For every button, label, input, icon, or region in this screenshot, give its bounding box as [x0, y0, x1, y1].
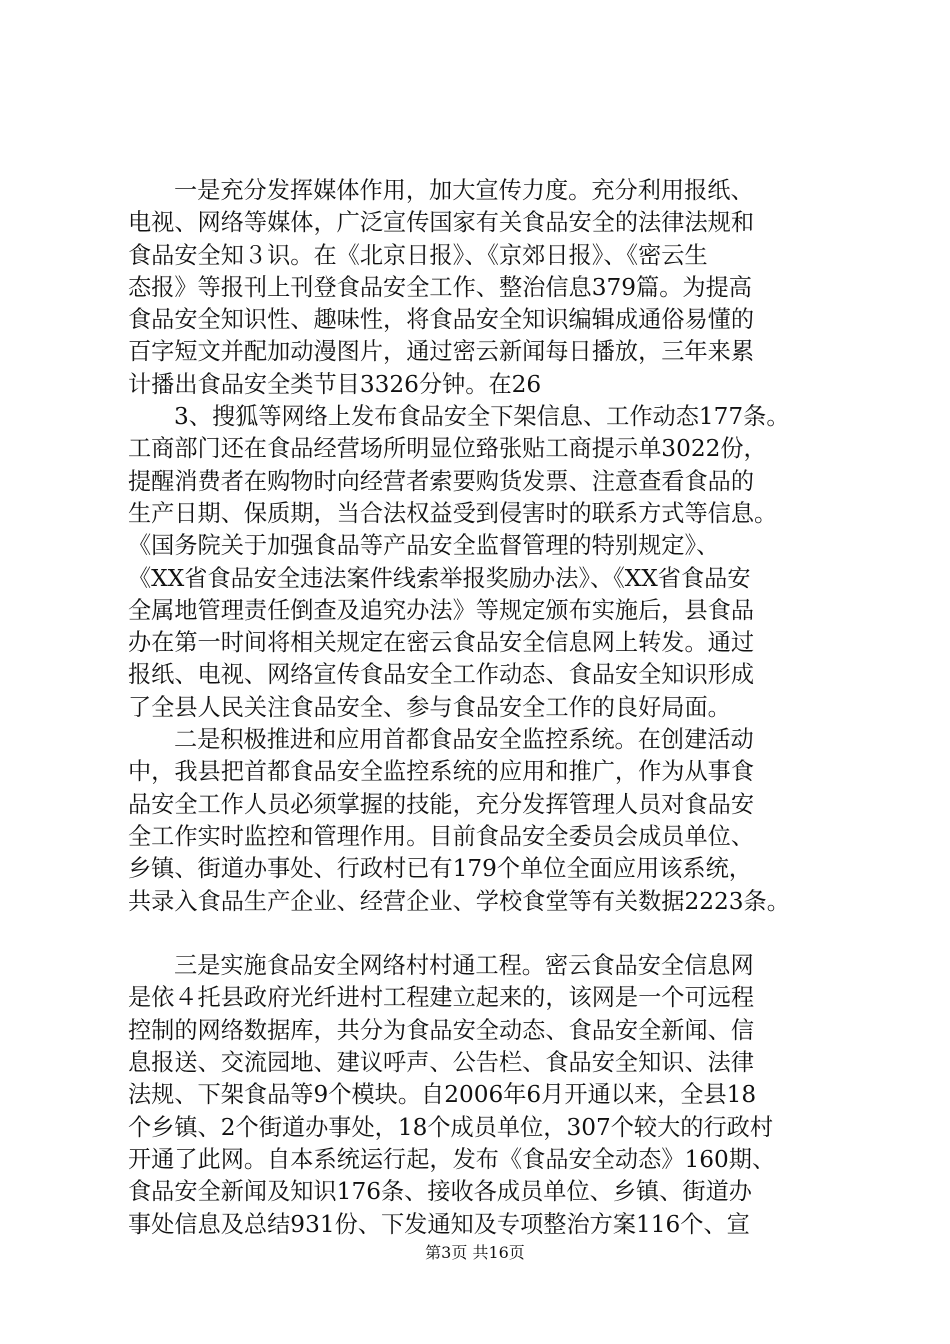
paragraph-line: 中，我县把首都食品安全监控系统的应用和推广，作为从事食 — [128, 758, 755, 786]
paragraph-line: 工商部门还在食品经营场所明显位臵张贴工商提示单3022份， — [128, 435, 767, 463]
paragraph-line: 事处信息及总结931份、下发通知及专项整治方案116个、宣 — [128, 1210, 750, 1238]
paragraph-line: 办在第一时间将相关规定在密云食品安全信息网上转发。通过 — [128, 629, 755, 657]
paragraph-line: 报纸、电视、网络宣传食品安全工作动态、食品安全知识形成 — [128, 661, 755, 689]
paragraph-line: 三是实施食品安全网络村村通工程。密云食品安全信息网 — [174, 952, 754, 980]
paragraph-line: 个乡镇、2个街道办事处，18个成员单位，307个较大的行政村 — [128, 1113, 774, 1141]
paragraph-line: 开通了此网。自本系统运行起，发布《食品安全动态》160期、 — [128, 1145, 776, 1173]
paragraph-gap — [128, 918, 828, 950]
paragraph-line: 计播出食品安全类节目3326分钟。在26 — [128, 370, 542, 398]
paragraph-line: 一是充分发挥媒体作用，加大宣传力度。充分利用报纸、 — [174, 177, 754, 204]
paragraph-line: 了全县人民关注食品安全、参与食品安全工作的良好局面。 — [128, 693, 731, 721]
paragraph-line: 提醒消费者在购物时向经营者索要购货发票、注意查看食品的 — [128, 467, 755, 495]
paragraph-line: 食品安全知识性、趣味性，将食品安全知识编辑成通俗易懂的 — [128, 306, 755, 334]
page-number-footer: 第3页 共16页 — [425, 1243, 525, 1262]
paragraph-line: 3、搜狐等网络上发布食品安全下架信息、工作动态177条。 — [174, 403, 790, 431]
paragraph-line: 生产日期、保质期，当合法权益受到侵害时的联系方式等信息。 — [128, 499, 778, 527]
paragraph-line: 全属地管理责任倒查及追究办法》等规定颁布实施后，县食品 — [128, 596, 755, 624]
paragraph-line: 态报》等报刊上刊登食品安全工作、整治信息379篇。为提高 — [128, 273, 752, 301]
paragraph-line: 共录入食品生产企业、经营企业、学校食堂等有关数据2223条。 — [128, 887, 790, 915]
paragraph-line: 乡镇、街道办事处、行政村已有179个单位全面应用该系统， — [128, 855, 752, 883]
paragraph-line: 息报送、交流园地、建议呼声、公告栏、食品安全知识、法律 — [128, 1049, 755, 1077]
paragraph-line: 《国务院关于加强食品等产品安全监督管理的特别规定》、 — [128, 532, 720, 560]
document-body — [128, 175, 828, 1241]
paragraph-line: 电视、网络等媒体，广泛宣传国家有关食品安全的法律法规和 — [128, 209, 755, 237]
paragraph-line: 食品安全知３识。在《北京日报》、《京郊日报》、《密云生 — [128, 241, 708, 269]
paragraph-line: 控制的网络数据库，共分为食品安全动态、食品安全新闻、信 — [128, 1016, 755, 1044]
paragraph-line: 全工作实时监控和管理作用。目前食品安全委员会成员单位、 — [128, 822, 755, 850]
paragraph-line: 品安全工作人员必须掌握的技能，充分发挥管理人员对食品安 — [128, 790, 755, 818]
paragraph-line: 百字短文并配加动漫图片，通过密云新闻每日播放，三年来累 — [128, 338, 755, 366]
paragraph-line: 食品安全新闻及知识176条、接收各成员单位、乡镇、街道办 — [128, 1178, 752, 1206]
paragraph-line: 法规、下架食品等9个模块。自2006年6月开通以来，全县18 — [128, 1081, 757, 1109]
paragraph-line: 二是积极推进和应用首都食品安全监控系统。在创建活动 — [174, 726, 754, 754]
paragraph-line: 是依４托县政府光纤进村工程建立起来的，该网是一个可远程 — [128, 984, 755, 1012]
paragraph-line: 《XX省食品安全违法案件线索举报奖励办法》、《XX省食品安 — [128, 564, 751, 592]
